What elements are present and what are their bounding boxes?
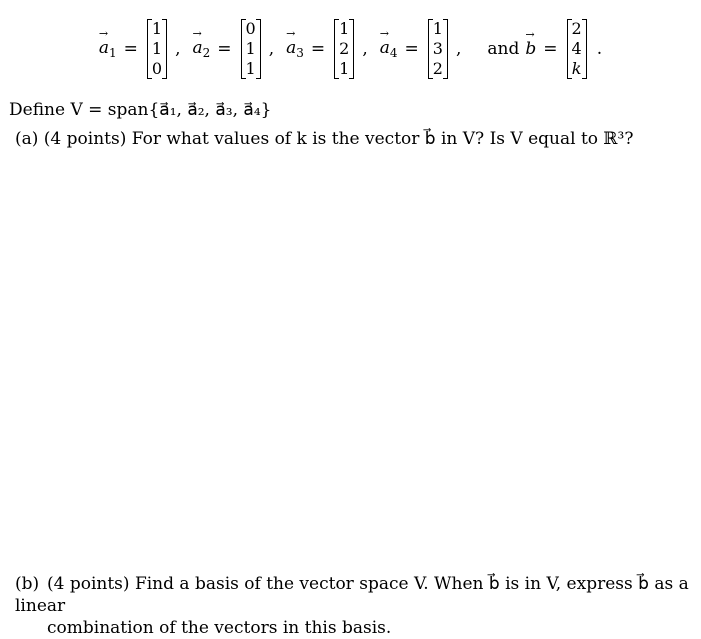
span-definition: Define V = span{a⃗₁, a⃗₂, a⃗₃, a⃗₄} [9, 100, 272, 120]
matrix-entry: 1 [245, 39, 256, 58]
matrix-entry: 1 [245, 59, 256, 78]
matrix-entry: 4 [571, 39, 582, 58]
vector-b: and → b = 2 4 k . [487, 19, 603, 78]
vector-a4-matrix [428, 19, 448, 79]
matrix-entry: 1 [151, 19, 163, 38]
vector-a3-symbol: → $a_3$ [286, 27, 304, 60]
matrix-entry: 1 [432, 19, 443, 38]
vector-a3: → $a_3$ = 1 2 1 , [286, 19, 368, 78]
vector-a1: → $a_1$ = 1 1 0 , [98, 19, 181, 78]
vector-a2-symbol: → $a_2$ [192, 27, 211, 60]
vector-a3-matrix [334, 19, 354, 79]
vector-a2: → $a_2$ = 0 1 1 , [192, 19, 275, 78]
question-part-a: (a) (4 points) For what values of k is the vector b⃗ in V? Is V equal to ℝ³? [15, 129, 634, 149]
and-word: and [487, 39, 520, 59]
vector-a4: → $a_4$ = 1 3 2 , [379, 19, 462, 78]
question-part-b [15, 573, 695, 639]
vector-a4-symbol: → $a_4$ [379, 27, 398, 60]
matrix-entry: 3 [432, 39, 443, 58]
vector-a1-symbol: → $a_1$ [98, 27, 117, 60]
matrix-entry: 1 [151, 39, 163, 58]
matrix-entry: 0 [245, 19, 256, 38]
matrix-entry: 1 [339, 19, 350, 38]
matrix-entry: 2 [339, 39, 350, 58]
part-b-line1: (4 points) Find a basis of the vector space V. When b⃗ is in V, express b⃗ as a linear [15, 574, 689, 616]
matrix-entry: 2 [432, 59, 443, 78]
vector-a2-matrix [241, 19, 261, 79]
vector-b-symbol: → b [525, 28, 537, 59]
matrix-entry: 1 [339, 59, 350, 78]
part-b-label: (b) [15, 574, 40, 594]
matrix-entry: 0 [151, 59, 163, 78]
matrix-entry: 2 [571, 19, 582, 38]
vector-a1-matrix [147, 19, 167, 79]
matrix-entry: k [571, 59, 582, 78]
part-b-line2: combination of the vectors in this basis. [47, 618, 392, 638]
vector-definitions [0, 14, 701, 84]
vector-b-matrix [567, 19, 587, 79]
